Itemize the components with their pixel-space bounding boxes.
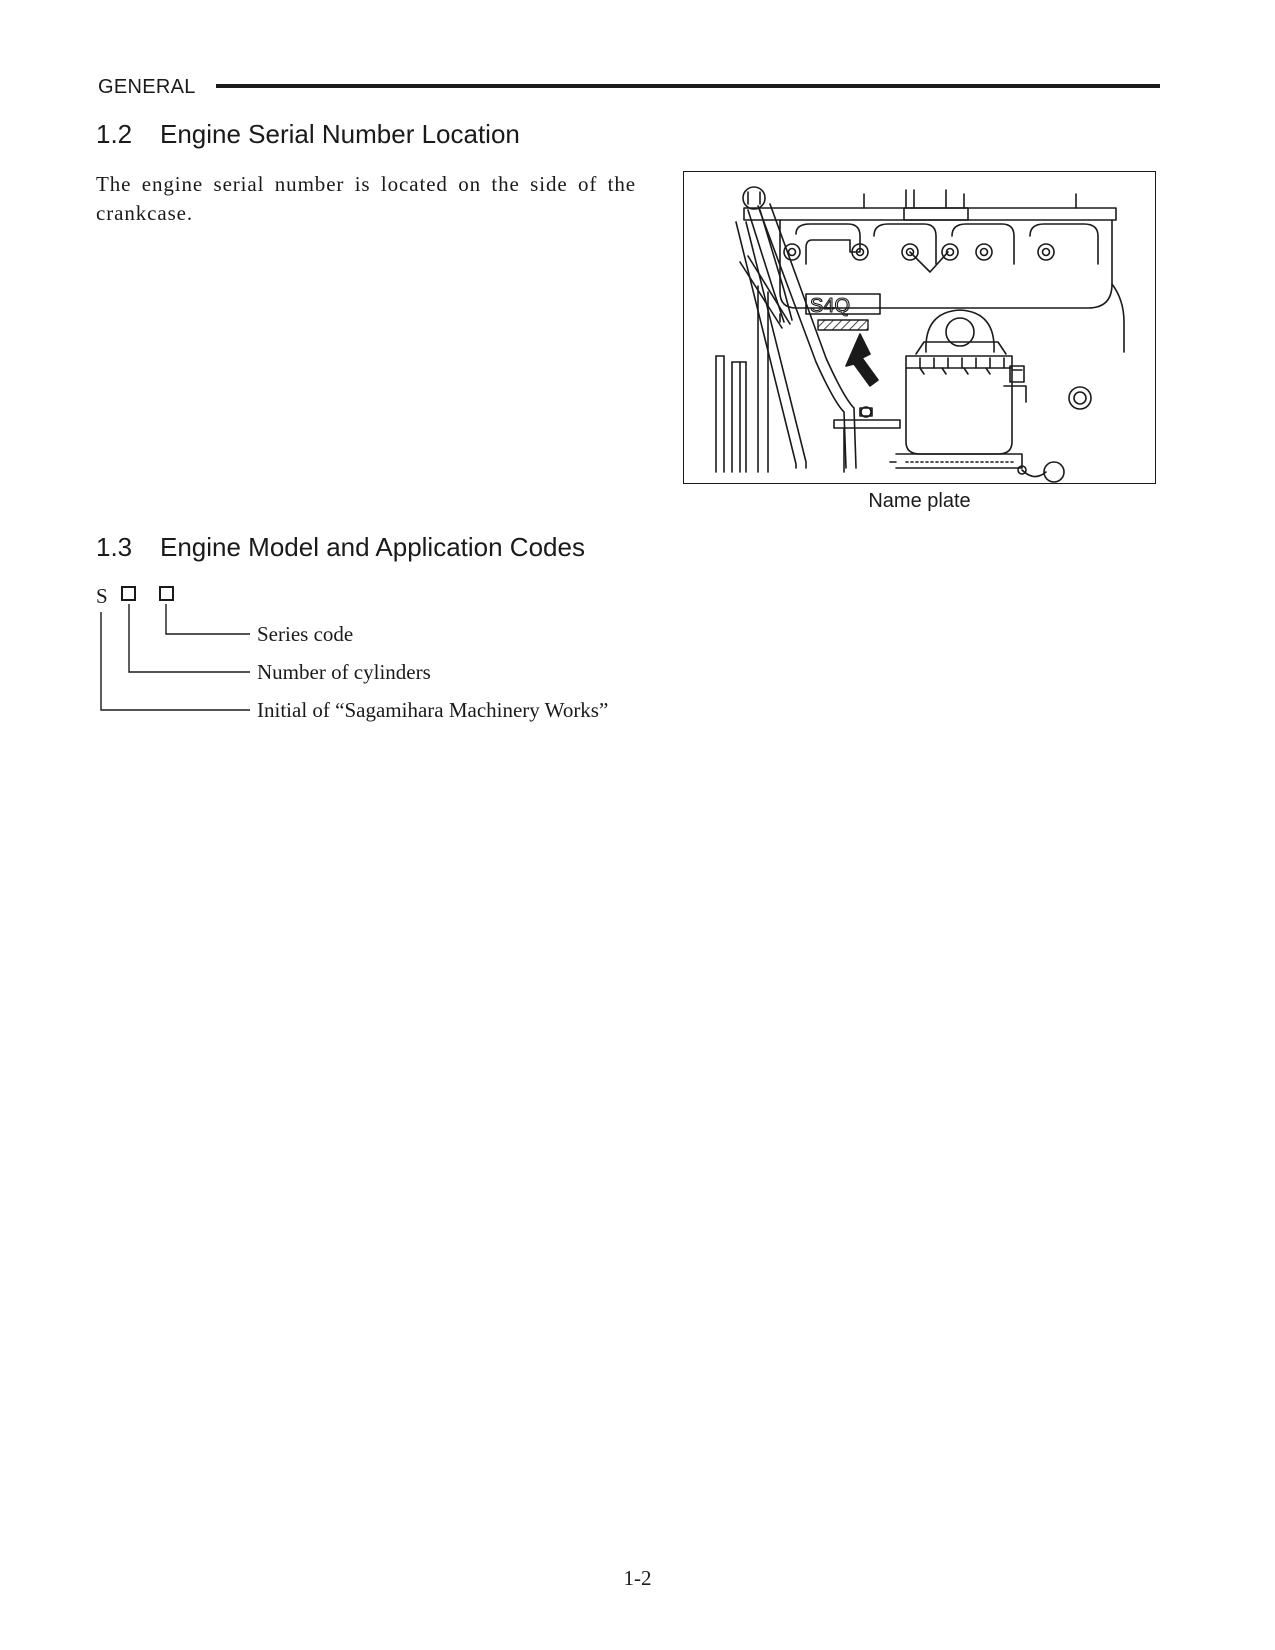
section-number: 1.2 [96, 119, 133, 149]
header-rule [216, 84, 1160, 88]
series-code-label: Series code [257, 622, 354, 646]
section-number: 1.3 [96, 532, 133, 562]
series-placeholder-box [160, 587, 173, 600]
serial-number-paragraph: The engine serial number is located on the side of the crankcase. [96, 172, 636, 225]
code-prefix-letter: S [96, 584, 108, 608]
engine-figure [683, 171, 1156, 484]
name-plate-marker [818, 320, 868, 330]
engine-model-engraving: S4Q [810, 295, 851, 317]
initial-leader-line [101, 612, 250, 710]
cylinders-label: Number of cylinders [257, 660, 431, 684]
page-number: 1-2 [623, 1566, 652, 1590]
section-heading-serial-number [96, 119, 520, 150]
running-header: GENERAL [98, 76, 196, 98]
section-heading-model-codes [96, 532, 585, 563]
cylinders-placeholder-box [122, 587, 135, 600]
cylinders-leader-line [129, 604, 250, 672]
section-title: Engine Serial Number Location [160, 119, 520, 149]
series-leader-line [166, 604, 250, 634]
initial-label: Initial of “Sagamihara Machinery Works” [257, 698, 609, 722]
arrow-icon [846, 334, 878, 386]
figure-caption: Name plate [868, 490, 971, 512]
section-title: Engine Model and Application Codes [160, 532, 585, 562]
engine-illustration [684, 172, 1156, 484]
